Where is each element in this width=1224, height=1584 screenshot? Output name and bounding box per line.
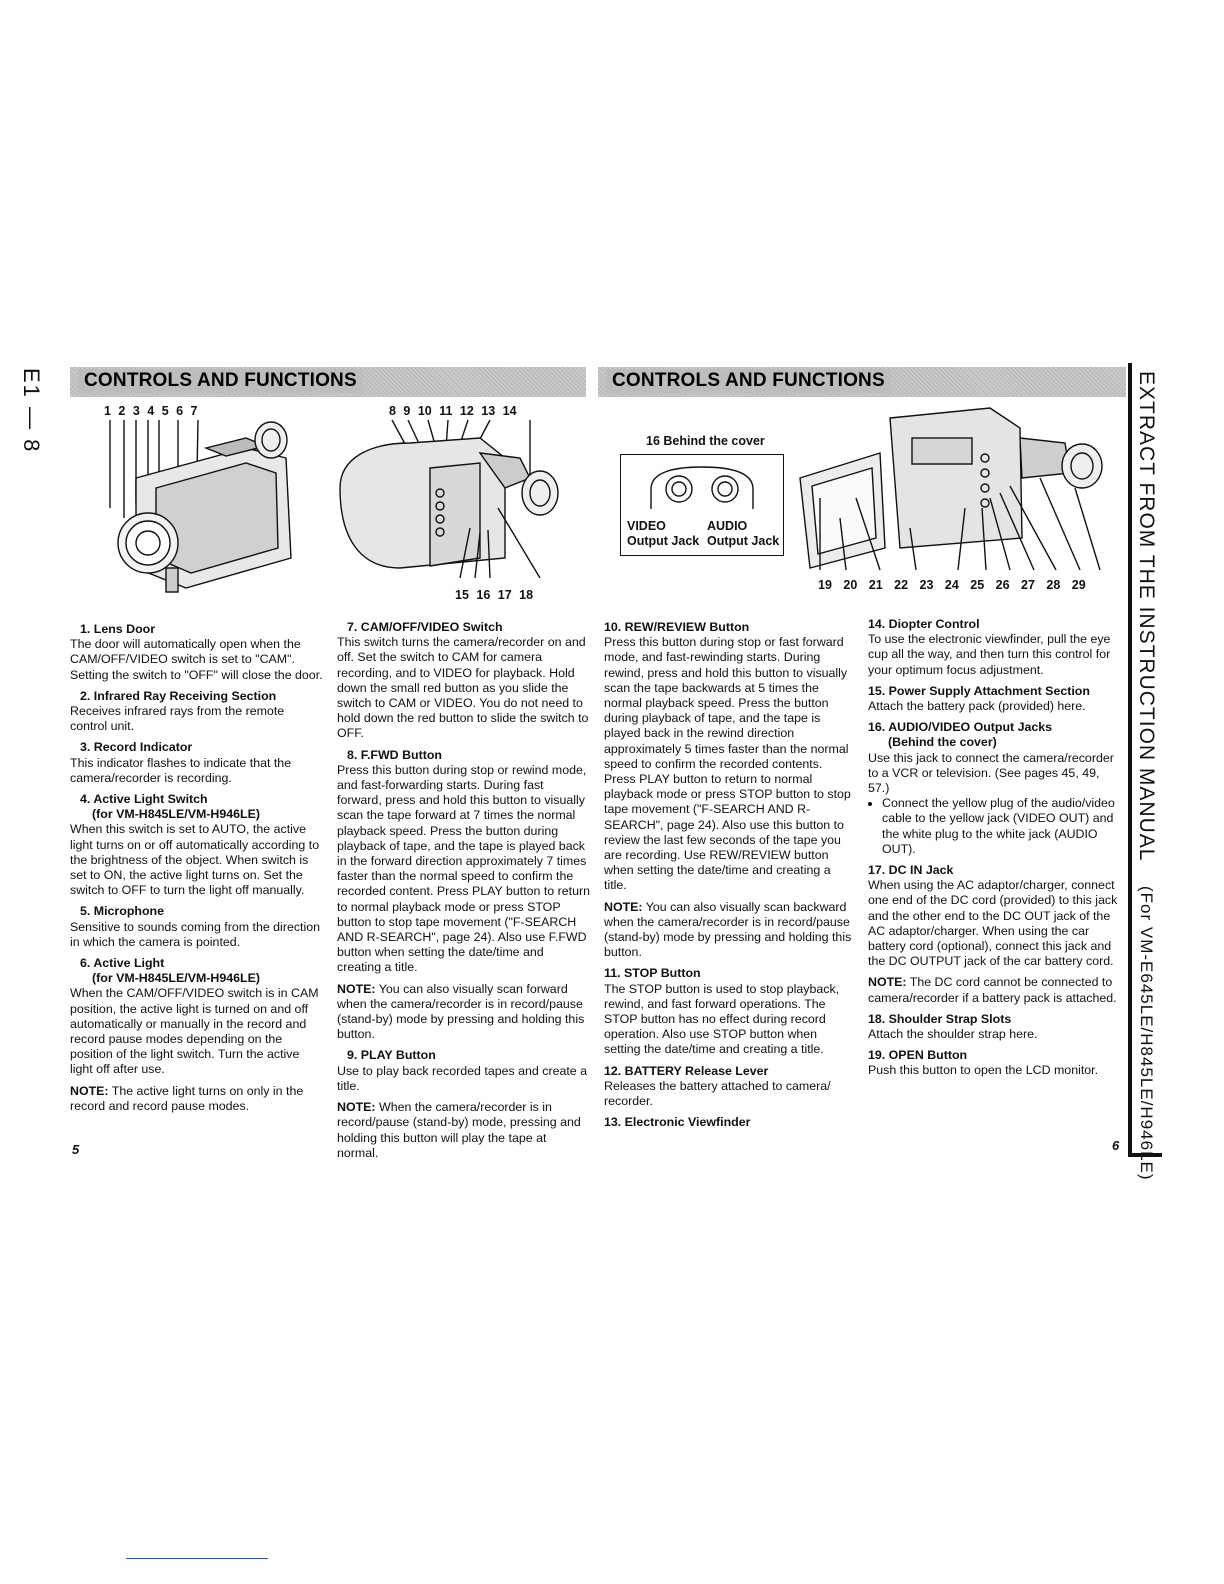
note-active-light: NOTE: The active light turns on only in the record and record pause modes. (70, 1083, 304, 1113)
audio-jack-label: AUDIO Output Jack (707, 519, 780, 548)
jack-illustration (647, 463, 757, 511)
item-electronic-viewfinder: 13. Electronic Viewfinder (604, 1115, 751, 1130)
column-2 (337, 620, 591, 1167)
note-play: NOTE: When the camera/recorder is in record/pause (stand-by) mode, pressing and holding this button will play the tape at normal. (337, 1100, 581, 1160)
note-ffwd: NOTE: You can also visually scan forward when the camera/recorder is in record/pause (stand-by) mode by pressing and holding this button. (337, 981, 585, 1042)
camcorder-side-illustration (330, 418, 570, 588)
item-battery-release-lever: 12. BATTERY Release Lever Releases the battery attached to camera/ recorder. (604, 1063, 831, 1109)
callouts-front-view: 1 2 3 4 5 6 7 (104, 404, 198, 418)
item-infrared-section: 2. Infrared Ray Receiving Section Receives infrared rays from the remote control unit. (70, 688, 285, 734)
section-title-left: CONTROLS AND FUNCTIONS (78, 369, 363, 393)
footer-rule (126, 1558, 268, 1559)
item-ffwd-button: 8. F.FWD Button Press this button during stop or rewind mode, and fast-forwarding starts. During fast forward, press and hold this button to visually scan the tape forward at 7 times the normal playback speed. Press the button during playback of tape, and the tape is played back in the forward direction approximately 7 times faster than the normal speed to confirm the recorded content. Press PLAY button to return to normal playback mode or press STOP button to stop tape movement ("F-SEARCH AND R-SEARCH", page 24). Also use F.FWD button when setting the date/time and creating a title. (337, 747, 591, 975)
item-rew-review-button: 10. REW/REVIEW Button Press this button during stop or fast forward mode, and fast-rewinding starts. During rewind, press and hold this button to visually scan the tape backwards at 5 times the normal playback speed. Press the button during playback of tape, and the tape is played back in the rewind direction approximately 5 times faster than the normal speed to confirm the recorded contents. Press PLAY button to return to normal playback mode or press STOP button to stop tape movement ("F-SEARCH AND R-SEARCH", page 24). Also use this button to review the last few seconds of the tape you are recording. Use REW/REVIEW button when setting the date/time and creating a title. (604, 620, 851, 893)
side-tab-text: EXTRACT FROM THE INSTRUCTION MANUAL (For VM-E645LE/H845LE/H946LE) (1135, 371, 1158, 1181)
item-active-light: 6. Active Light (for VM-H845LE/VM-H946LE) When the CAM/OFF/VIDEO switch is in CAM position, the active light is turned on and off automatically or manually in the record and record pause modes depending on the position of the light switch. Turn the active light off after use. (70, 956, 319, 1077)
camcorder-lcd-open-illustration (790, 398, 1110, 578)
column-1 (70, 622, 324, 1120)
column-3 (604, 620, 856, 1137)
camcorder-front-illustration (96, 418, 306, 598)
callouts-lcd-view: 19 20 21 22 23 24 25 26 27 28 29 (818, 578, 1086, 592)
video-jack-label: VIDEO Output Jack (627, 519, 700, 548)
item-dc-in-jack: 17. DC IN Jack When using the AC adaptor/charger, connect one end of the DC cord (provided) to this jack and the other end to the DC OUT jack of the AC adaptor/charger. When using the car battery cord (optional), connect this jack and the DC OUTPUT jack of the car battery cord. (868, 863, 1118, 969)
output-jacks-panel (620, 454, 784, 556)
column-4 (868, 617, 1120, 1085)
side-tab (1128, 363, 1162, 1181)
section-header-right (598, 367, 1126, 397)
callouts-side-view-top: 8 9 10 11 12 13 14 (389, 404, 517, 418)
note-rew-review: NOTE: You can also visually scan backward when the camera/recorder is in record/pause (stand-by) mode by pressing and holding this button. (604, 899, 852, 960)
item-active-light-switch: 4. Active Light Switch (for VM-H845LE/VM-H946LE) When this switch is set to AUTO, the active light turns on or off automatically according to the brightness of the object. When switch is set to ON, the active light turns on. Set the switch to OFF to turn the light off manually. (70, 792, 320, 898)
item-record-indicator: 3. Record Indicator This indicator flashes to indicate that the camera/recorder is recording. (70, 740, 292, 785)
page-number-right: 6 (1112, 1138, 1120, 1153)
note-dc-cord: NOTE: The DC cord cannot be connected to camera/recorder if a battery pack is attached. (868, 975, 1117, 1005)
item-shoulder-strap-slots: 18. Shoulder Strap Slots Attach the shoulder strap here. (868, 1011, 1038, 1042)
page-number-left: 5 (72, 1142, 80, 1157)
item-diopter-control: 14. Diopter Control To use the electronic viewfinder, pull the eye cup all the way, and then turn this control for your optimum focus adjustment. (868, 617, 1111, 677)
section-title-right: CONTROLS AND FUNCTIONS (606, 369, 891, 393)
item-cam-off-video-switch: 7. CAM/OFF/VIDEO Switch This switch turns the camera/recorder on and off. Set the switch to CAM for camera recording, and to VIDEO for playback. Hold down the small red button as you slide the switch to CAM or VIDEO. You do not need to hold down the red button to slide the switch to OFF. (337, 620, 589, 741)
item-power-supply-section: 15. Power Supply Attachment Section Attach the battery pack (provided) here. (868, 683, 1090, 714)
item-microphone: 5. Microphone Sensitive to sounds coming from the direction in which the camera is pointed. (70, 904, 321, 949)
callouts-side-view-bottom: 15 16 17 18 (455, 588, 534, 602)
page-code: E1 — 8 (19, 368, 44, 454)
item-lens-door: 1. Lens Door The door will automatically open when the CAM/OFF/VIDEO switch is set to "CAM". Setting the switch to "OFF" will close the door. (70, 622, 323, 682)
section-header-left (70, 367, 586, 397)
item-open-button: 19. OPEN Button Push this button to open the LCD monitor. (868, 1048, 1099, 1078)
item-stop-button: 11. STOP Button The STOP button is used to stop playback, rewind, and fast forward operations. The STOP button has no effect during record operation. Also use STOP button when setting the date/time and creating a title. (604, 966, 840, 1057)
av-jack-bullet: • Connect the yellow plug of the audio/video cable to the yellow jack (VIDEO OUT) and the white plug to the white jack (AUDIO OUT). (882, 796, 1120, 857)
cover-caption: 16 Behind the cover (646, 434, 765, 448)
item-av-output-jacks: 16. AUDIO/VIDEO Output Jacks (Behind the cover) Use this jack to connect the camera/recorder to a VCR or television. (See pages 45, 49, 57.) • Connect the yellow plug of the audio/video cable to the yellow jack (VIDEO OUT) and the white plug to the white jack (AUDIO OUT). (868, 720, 1120, 857)
item-play-button: 9. PLAY Button Use to play back recorded tapes and create a title. (337, 1048, 588, 1093)
